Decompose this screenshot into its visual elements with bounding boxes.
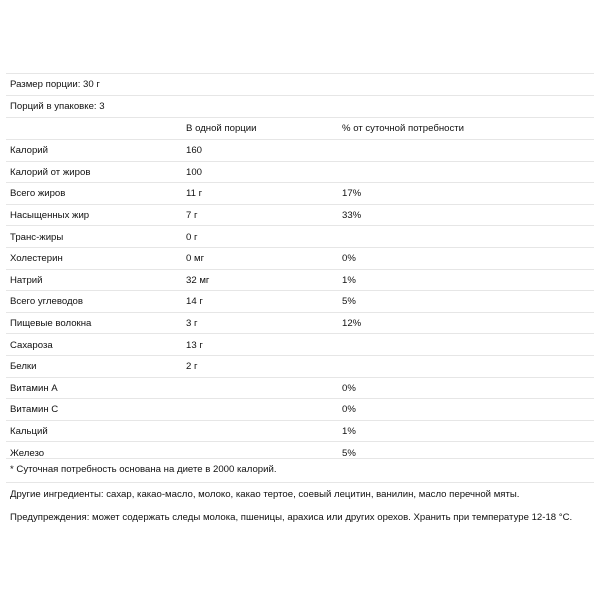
nutrient-amount: 14 г [186,296,203,308]
nutrient-amount: 160 [186,145,203,157]
nutrient-row [6,225,594,248]
nutrient-name: Железо [10,447,45,459]
nutrient-row [6,420,594,443]
nutrient-name: Калорий от жиров [10,166,91,178]
nutrient-amount: 3 г [186,318,198,330]
nutrient-row [6,312,594,335]
nutrient-row [6,290,594,313]
column-header-daily-value: % от суточной потребности [342,123,464,135]
nutrient-amount: 11 г [186,188,203,200]
nutrient-daily-value: 12% [342,318,362,330]
nutrient-name: Всего жиров [10,188,66,200]
nutrient-amount: 7 г [186,210,198,222]
serving-size-row [6,73,594,96]
nutrient-daily-value: 1% [342,274,356,286]
nutrient-daily-value: 0% [342,382,356,394]
nutrient-name: Витамин С [10,404,59,416]
nutrient-amount: 13 г [186,339,203,351]
nutrient-name: Насыщенных жир [10,210,90,222]
table-header-row [6,117,594,140]
servings-per-pack: Порций в упаковке: 3 [10,101,105,113]
nutrient-row [6,161,594,184]
nutrient-row [6,247,594,270]
nutrient-name: Витамин А [10,382,58,394]
nutrient-daily-value: 5% [342,296,356,308]
warnings: Предупреждения: может содержать следы молока, пшеницы, арахиса или других орехов. Хранить при температуре 12-18 °C. [10,512,573,523]
nutrient-row [6,377,594,400]
nutrient-amount: 0 мг [186,253,205,265]
nutrient-row [6,355,594,378]
nutrient-name: Белки [10,361,37,373]
column-header-per-serving: В одной порции [186,123,257,135]
nutrient-daily-value: 0% [342,253,356,265]
nutrient-row [6,441,594,464]
nutrient-daily-value: 33% [342,210,362,222]
nutrient-name: Кальций [10,426,48,438]
nutrient-name: Сахароза [10,339,53,351]
footnote: * Суточная потребность основана на диете в 2000 калорий. [10,464,277,475]
nutrient-name: Калорий [10,145,49,157]
nutrient-row [6,204,594,227]
table-bottom-border [6,458,594,459]
nutrient-amount: 0 г [186,231,198,243]
nutrient-row [6,333,594,356]
nutrient-row [6,398,594,421]
nutrient-daily-value: 1% [342,426,356,438]
nutrient-name: Всего углеводов [10,296,83,308]
footnote-border [6,482,594,483]
nutrient-name: Транс-жиры [10,231,64,243]
other-ingredients: Другие ингредиенты: сахар, какао-масло, молоко, какао тертое, соевый лецитин, ванилин, масло перечной мяты. [10,489,520,500]
nutrient-row [6,139,594,162]
nutrient-row [6,269,594,292]
nutrient-daily-value: 17% [342,188,362,200]
nutrient-name: Натрий [10,274,43,286]
nutrient-amount: 100 [186,166,203,178]
servings-per-pack-row [6,95,594,118]
serving-size: Размер порции: 30 г [10,79,100,91]
nutrient-amount: 32 мг [186,274,210,286]
nutrient-daily-value: 0% [342,404,356,416]
nutrient-daily-value: 5% [342,447,356,459]
nutrient-amount: 2 г [186,361,198,373]
nutrient-name: Холестерин [10,253,63,265]
nutrient-name: Пищевые волокна [10,318,92,330]
nutrient-row [6,182,594,205]
